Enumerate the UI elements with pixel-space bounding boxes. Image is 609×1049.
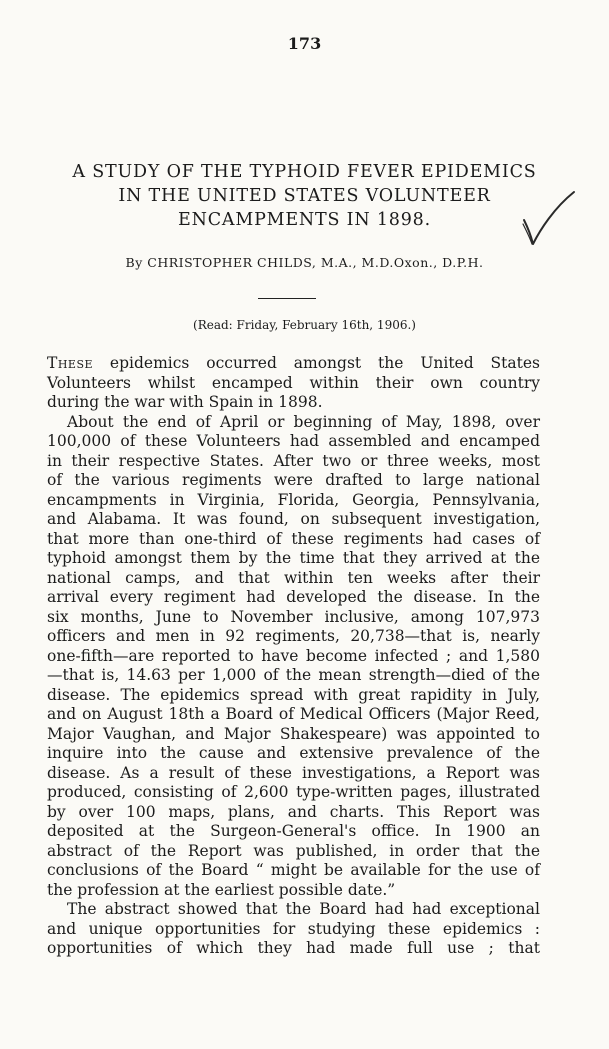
paragraph [47,354,540,413]
text-line: one-fifth—are reported to have become infected ; and 1,580 [47,646,540,665]
author-byline: By CHRISTOPHER CHILDS, M.A., M.D.Oxon., D.P.H. [125,255,484,270]
text-line: arrival every regiment had developed the disease. In the [47,588,540,606]
text-line: inquire into the cause and extensive prevalence of the [47,744,540,762]
text-line: and on August 18th a Board of Medical Officers (Major Reed, [47,705,540,723]
page-number: 173 [287,34,322,53]
text-line: opportunities of which they had made full use ; that [47,939,540,957]
text-line: These epidemics occurred amongst the United States [47,354,540,372]
handwritten-checkmark-icon [518,188,578,250]
paragraph [47,413,540,901]
read-date-note: (Read: Friday, February 16th, 1906.) [193,318,416,332]
text-line: of the various regiments were drafted to large national [47,471,540,489]
text-line: disease. As a result of these investigations, a Report was [47,763,540,782]
text-line: disease. The epidemics spread with great rapidity in July, [47,685,540,704]
text-line: Major Vaughan, and Major Shakespeare) was appointed to [47,724,540,743]
text-line: officers and men in 92 regiments, 20,738—that is, nearly [47,627,540,645]
text-line: Volunteers whilst encamped within their own country [47,373,540,392]
text-line: in their respective States. After two or three weeks, most [47,451,540,470]
text-line: encampments in Virginia, Florida, Georgia, Pennsylvania, [47,490,540,509]
article-body [47,354,540,959]
text-line: 100,000 of these Volunteers had assembled and encamped [47,432,540,450]
text-line: The abstract showed that the Board had had exceptional [67,900,540,918]
paragraphs-container [47,354,540,959]
article-title [20,160,589,232]
divider-rule [258,298,316,299]
title-line: IN THE UNITED STATES VOLUNTEER [118,186,491,206]
text-line: and Alabama. It was found, on subsequent investigation, [47,510,540,528]
title-line: ENCAMPMENTS IN 1898. [178,210,431,230]
text-line: abstract of the Report was published, in order that the [47,841,540,860]
text-line: by over 100 maps, plans, and charts. This Report was [47,802,540,821]
text-line: —that is, 14.63 per 1,000 of the mean strength—died of the [47,666,540,684]
text-line: national camps, and that within ten weeks after their [47,568,540,587]
text-line: during the war with Spain in 1898. [47,393,323,411]
text-line: six months, June to November inclusive, among 107,973 [47,607,540,626]
paragraph [47,900,540,959]
text-line: and unique opportunities for studying these epidemics : [47,919,540,938]
text-line: produced, consisting of 2,600 type-written pages, illustrated [47,783,540,801]
text-line: conclusions of the Board “ might be available for the use of [47,861,540,879]
text-line: deposited at the Surgeon-General's office. In 1900 an [47,822,540,840]
text-line: typhoid amongst them by the time that they arrived at the [47,549,540,567]
text-line: the profession at the earliest possible date.” [47,880,396,899]
text-line: About the end of April or beginning of May, 1898, over [67,412,540,431]
title-line: A STUDY OF THE TYPHOID FEVER EPIDEMICS [72,162,537,182]
text-line: that more than one-third of these regiments had cases of [47,529,540,548]
